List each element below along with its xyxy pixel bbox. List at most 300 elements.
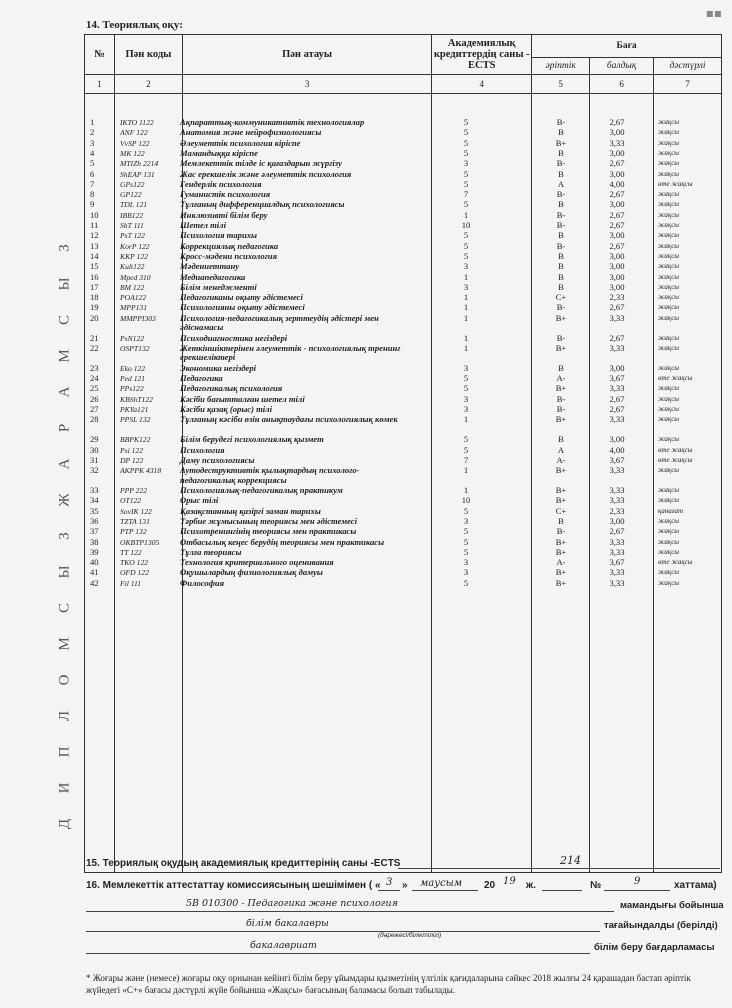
course-name: Шетел тілі bbox=[180, 220, 226, 230]
row-number: 9 bbox=[90, 199, 95, 210]
course-code: ShT 111 bbox=[120, 221, 144, 230]
sidebar-vertical-text bbox=[52, 215, 78, 835]
row-number: 25 bbox=[90, 383, 99, 394]
sidebar-letter: С bbox=[56, 602, 73, 614]
grade-letter: B bbox=[558, 434, 564, 445]
grade-traditional: жақсы bbox=[658, 262, 680, 271]
course-name: Тәрбие жұмысының теориясы мен әдістемесі bbox=[180, 515, 358, 526]
grade-letter: B+ bbox=[555, 495, 567, 506]
grade-point: 2,67 bbox=[609, 158, 625, 169]
grade-traditional: жақсы bbox=[658, 190, 680, 199]
row-number: 28 bbox=[90, 414, 99, 425]
qualification-value: білім бакалавры bbox=[246, 918, 329, 929]
row-number: 2 bbox=[90, 127, 95, 138]
course-name: Философия bbox=[180, 577, 225, 588]
course-credits: 7 bbox=[463, 454, 469, 465]
course-credits: 1 bbox=[463, 414, 469, 425]
grade-point: 3,00 bbox=[609, 168, 625, 179]
course-name: Медиапедагогика bbox=[180, 271, 246, 282]
grade-point: 2,33 bbox=[609, 292, 625, 303]
grade-point: 2,67 bbox=[609, 189, 625, 200]
row-number: 3 bbox=[90, 137, 95, 148]
row-number: 16 bbox=[90, 271, 99, 282]
grade-point: 3,00 bbox=[609, 434, 625, 445]
course-code: PsT 122 bbox=[120, 231, 145, 241]
course-name: Психологиялық-педагогикалық практикум bbox=[180, 485, 343, 495]
protocol-no-label: № bbox=[590, 880, 602, 891]
col-number: 6 bbox=[590, 75, 654, 94]
course-credits: 5 bbox=[463, 168, 469, 179]
grade-letter: B+ bbox=[555, 137, 567, 148]
sidebar-letter: И bbox=[56, 781, 73, 794]
row-number: 24 bbox=[90, 373, 99, 384]
grade-traditional: өте жақсы bbox=[658, 455, 693, 464]
grade-letter: B- bbox=[556, 332, 566, 343]
course-name: Тұлға теориясы bbox=[180, 546, 242, 557]
course-code: ShEAP 131 bbox=[120, 169, 155, 179]
grade-letter: A- bbox=[556, 373, 566, 384]
row-number: 15 bbox=[90, 261, 99, 272]
level-value: бакалавриат bbox=[250, 940, 317, 951]
course-code: KBShT122 bbox=[120, 394, 153, 404]
course-credits: 5 bbox=[463, 117, 469, 127]
row-number: 22 bbox=[90, 342, 99, 353]
sidebar-letter: А bbox=[56, 457, 73, 470]
header-credits: Академиялық кредиттердің саны - ECTS bbox=[432, 35, 532, 75]
grade-letter: B- bbox=[556, 117, 566, 127]
sidebar-letter: Д bbox=[56, 817, 73, 830]
grade-point: 3,33 bbox=[609, 465, 625, 476]
header-code: Пән коды bbox=[114, 35, 182, 75]
course-code: IKTO 1122 bbox=[120, 118, 154, 127]
course-code: VvSP 122 bbox=[120, 138, 150, 148]
grade-point: 3,33 bbox=[609, 567, 625, 578]
commission-line bbox=[86, 880, 381, 891]
grade-traditional: өте жақсы bbox=[658, 558, 693, 567]
grade-traditional: жақсы bbox=[658, 486, 680, 494]
course-credits: 5 bbox=[463, 178, 469, 189]
grade-letter: A- bbox=[556, 557, 566, 568]
sidebar-letter: М bbox=[56, 348, 73, 363]
course-name: Кәсіби бағытталған шетел тілі bbox=[180, 393, 305, 404]
grade-point: 2,67 bbox=[609, 393, 625, 404]
course-credits: 3 bbox=[463, 261, 469, 272]
row-number: 26 bbox=[90, 393, 99, 404]
grade-letter: A bbox=[557, 444, 565, 455]
year-prefix: 20 bbox=[484, 880, 496, 891]
course-code: TKO 122 bbox=[120, 558, 149, 568]
course-name: Кросс-мәдени психология bbox=[180, 250, 278, 261]
row-number: 11 bbox=[90, 220, 99, 230]
grade-letter: B bbox=[558, 250, 564, 261]
grade-letter: B- bbox=[556, 526, 566, 537]
course-credits: 7 bbox=[463, 189, 469, 200]
course-credits: 5 bbox=[463, 373, 469, 384]
course-code: GP122 bbox=[120, 190, 142, 200]
course-code: PPSL 132 bbox=[120, 415, 151, 425]
course-name: Анатомия және нейрофизиологиясы bbox=[180, 127, 322, 138]
col-number: 4 bbox=[432, 75, 532, 94]
grade-letter: C+ bbox=[555, 292, 567, 303]
grade-letter: B bbox=[558, 230, 564, 241]
course-credits: 5 bbox=[463, 250, 469, 261]
grade-traditional: жақсы bbox=[658, 169, 680, 178]
col-number: 3 bbox=[182, 75, 431, 94]
column-number-row bbox=[85, 75, 722, 94]
row-number: 4 bbox=[90, 147, 95, 158]
grade-letter: B bbox=[558, 261, 564, 272]
course-code: IBB122 bbox=[120, 210, 144, 220]
course-name: Жас ерекшелік және әлеуметтік психология bbox=[180, 168, 352, 179]
row-number: 23 bbox=[90, 362, 99, 373]
course-credits: 3 bbox=[463, 362, 469, 373]
grade-letter: B bbox=[558, 362, 564, 373]
grade-traditional: жақсы bbox=[658, 496, 680, 505]
row-number: 33 bbox=[90, 485, 99, 495]
month-underline bbox=[412, 890, 478, 891]
grade-point: 3,33 bbox=[609, 312, 625, 323]
row-number: 1 bbox=[90, 117, 95, 127]
grade-letter: B+ bbox=[555, 546, 567, 557]
header-name: Пән атауы bbox=[182, 35, 431, 75]
course-credits: 1 bbox=[463, 292, 469, 303]
course-code: POA122 bbox=[120, 293, 147, 303]
grade-traditional: жақсы bbox=[658, 516, 680, 525]
grade-point: 3,00 bbox=[609, 199, 625, 210]
grade-point: 3,33 bbox=[609, 485, 625, 495]
header-point: балдық bbox=[590, 58, 654, 75]
commission-label: 16. Мемлекеттік аттестаттау комиссиясының шешімімен ( « bbox=[86, 880, 381, 891]
course-credits: 1 bbox=[463, 312, 469, 323]
sidebar-letter: А bbox=[56, 385, 73, 398]
grade-letter: C+ bbox=[555, 505, 567, 516]
course-name: Даму психологиясы bbox=[180, 454, 255, 465]
sidebar-letter: М bbox=[56, 636, 73, 651]
course-code: PPs122 bbox=[120, 384, 144, 394]
sidebar-letter: О bbox=[56, 673, 73, 686]
course-code: Fil 111 bbox=[120, 578, 142, 588]
course-code: OSPT132 bbox=[120, 343, 150, 353]
row-number: 12 bbox=[90, 230, 99, 241]
course-credits: 10 bbox=[461, 220, 471, 230]
row-number: 27 bbox=[90, 404, 99, 414]
grade-traditional: жақсы bbox=[658, 333, 680, 342]
grade-letter: B- bbox=[556, 240, 566, 251]
course-code: DP 122 bbox=[120, 455, 144, 465]
grade-traditional: жақсы bbox=[658, 343, 680, 352]
course-code: OFD 122 bbox=[120, 568, 149, 578]
course-code: MMPPI303 bbox=[120, 313, 156, 323]
grade-letter: A- bbox=[556, 454, 566, 465]
course-code: AKPPK 4318 bbox=[120, 466, 162, 476]
course-credits: 5 bbox=[463, 526, 469, 537]
grade-letter: B- bbox=[556, 302, 566, 313]
grade-traditional: жақсы bbox=[658, 415, 680, 424]
course-code: PsN122 bbox=[120, 333, 145, 343]
grade-point: 3,33 bbox=[609, 577, 625, 588]
course-name: Коррекциялық педагогика bbox=[180, 240, 279, 251]
grade-letter: B- bbox=[556, 404, 566, 414]
course-name: Психотренингінің теориясы мен практикасы bbox=[180, 526, 357, 537]
course-name: Инклюзивті білім беру bbox=[180, 209, 268, 220]
course-code: SovIK 122 bbox=[120, 506, 152, 516]
corner-mark: ▪▪ bbox=[705, 6, 722, 20]
grade-point: 2,67 bbox=[609, 117, 625, 127]
grade-letter: A bbox=[557, 178, 565, 189]
grade-traditional: жақсы bbox=[658, 148, 680, 157]
course-code: KorP 122 bbox=[120, 241, 150, 251]
course-code: PPP 222 bbox=[120, 486, 148, 495]
grade-point: 3,00 bbox=[609, 515, 625, 526]
sidebar-letter: З bbox=[56, 531, 73, 540]
grade-traditional: жақсы bbox=[658, 537, 680, 546]
course-name: Аутодеструктивтік қылықтардың психолого-педагогикалық коррекциясы bbox=[180, 465, 360, 485]
course-name: Гуманистік психология bbox=[180, 189, 271, 200]
grade-traditional: жақсы bbox=[658, 138, 680, 147]
sidebar-letter: П bbox=[56, 745, 73, 758]
year-gap-underline bbox=[542, 890, 582, 891]
grade-point: 3,33 bbox=[609, 383, 625, 394]
grade-traditional: өте жақсы bbox=[658, 445, 693, 454]
course-credits: 3 bbox=[463, 404, 469, 414]
course-name: Білім берудегі психологиялық қызмет bbox=[180, 434, 324, 445]
course-credits: 5 bbox=[463, 546, 469, 557]
grade-point: 3,67 bbox=[609, 557, 625, 568]
course-credits: 10 bbox=[461, 495, 471, 506]
grade-point: 3,00 bbox=[609, 250, 625, 261]
sidebar-letter: Ы bbox=[56, 564, 73, 579]
grade-letter: B- bbox=[556, 189, 566, 200]
grade-traditional: жақсы bbox=[658, 568, 680, 577]
grade-traditional: жақсы bbox=[658, 200, 680, 209]
course-code: PTP 132 bbox=[120, 527, 147, 537]
course-code: MTIZh 2214 bbox=[120, 159, 159, 169]
level-underline bbox=[86, 953, 590, 954]
total-credits-label: 15. Теориялық оқудың академиялық кредиттерінің саны -ECTS bbox=[86, 858, 401, 869]
grade-point: 3,33 bbox=[609, 342, 625, 353]
grade-letter: B+ bbox=[555, 342, 567, 353]
grade-point: 3,00 bbox=[609, 271, 625, 282]
row-number: 35 bbox=[90, 505, 99, 516]
course-name: Экономика негіздері bbox=[180, 362, 257, 373]
grade-traditional: жақсы bbox=[658, 251, 680, 260]
grade-letter: B- bbox=[556, 209, 566, 220]
row-number: 29 bbox=[90, 434, 99, 445]
grade-traditional: жақсы bbox=[658, 384, 680, 393]
grade-letter: B bbox=[558, 199, 564, 210]
sidebar-letter: Р bbox=[56, 422, 73, 433]
row-number: 30 bbox=[90, 444, 99, 455]
day-value: 3 bbox=[386, 877, 393, 888]
course-name: Технология критериального оценивания bbox=[180, 557, 334, 568]
row-number: 20 bbox=[90, 312, 99, 323]
sidebar-letter: Ы bbox=[56, 276, 73, 291]
grade-letter: B bbox=[558, 271, 564, 282]
row-number: 31 bbox=[90, 454, 99, 465]
course-credits: 5 bbox=[463, 536, 469, 547]
grade-traditional: жақсы bbox=[658, 363, 680, 372]
grade-letter: B bbox=[558, 147, 564, 158]
grade-traditional: жақсы bbox=[658, 159, 680, 168]
course-code: PKYa121 bbox=[120, 405, 149, 414]
grade-point: 2,67 bbox=[609, 526, 625, 537]
course-credits: 5 bbox=[463, 240, 469, 251]
grade-point: 3,33 bbox=[609, 414, 625, 425]
course-credits: 1 bbox=[463, 332, 469, 343]
grade-letter: B+ bbox=[555, 485, 567, 495]
grade-letter: B+ bbox=[555, 536, 567, 547]
grade-traditional: қанағат bbox=[658, 506, 684, 515]
course-credits: 5 bbox=[463, 505, 469, 516]
course-code: OT122 bbox=[120, 496, 142, 506]
grade-point: 2,33 bbox=[609, 505, 625, 516]
course-credits: 5 bbox=[463, 577, 469, 588]
col-number: 1 bbox=[85, 75, 115, 94]
course-credits: 3 bbox=[463, 393, 469, 404]
grade-letter: B- bbox=[556, 158, 566, 169]
course-name: Педагогика bbox=[180, 373, 223, 384]
course-name: Мемлекеттік тілде іс қағаздарын жүргізу bbox=[180, 158, 342, 169]
course-code: TZTA 131 bbox=[120, 516, 150, 526]
total-credits-value: 214 bbox=[560, 854, 581, 867]
grade-traditional: жақсы bbox=[658, 210, 680, 219]
protocol-no: 9 bbox=[634, 876, 641, 887]
protocol-word: хаттама) bbox=[674, 880, 717, 891]
course-name: Кәсіби қазақ (орыс) тілі bbox=[180, 404, 272, 414]
grade-point: 3,00 bbox=[609, 147, 625, 158]
row-number: 34 bbox=[90, 495, 99, 506]
course-name: Жеткіншіктерінен әлеуметтік - психологиялық тренинг ерекшеліктері bbox=[180, 342, 401, 363]
col-number: 2 bbox=[114, 75, 182, 94]
header-traditional: дәстүрлі bbox=[654, 58, 722, 75]
grade-point: 3,67 bbox=[609, 454, 625, 465]
row-number: 6 bbox=[90, 168, 95, 179]
total-credits-underline bbox=[398, 868, 720, 869]
course-credits: 5 bbox=[463, 137, 469, 148]
course-credits: 1 bbox=[463, 271, 469, 282]
grade-point: 3,33 bbox=[609, 546, 625, 557]
course-credits: 5 bbox=[463, 199, 469, 210]
close-quote: » bbox=[402, 880, 408, 891]
grade-point: 3,67 bbox=[609, 373, 625, 384]
course-credits: 5 bbox=[463, 230, 469, 241]
row-number: 10 bbox=[90, 209, 99, 220]
month-value: маусым bbox=[420, 878, 463, 889]
sidebar-letter: С bbox=[56, 314, 73, 326]
grade-point: 2,67 bbox=[609, 220, 625, 230]
grade-traditional: жақсы bbox=[658, 547, 680, 556]
row-number: 40 bbox=[90, 557, 99, 568]
row-number: 13 bbox=[90, 240, 99, 251]
grade-traditional: жақсы bbox=[658, 405, 680, 413]
specialty-suffix: мамандығы бойынша bbox=[620, 900, 724, 911]
specialty-underline bbox=[86, 911, 614, 912]
grade-traditional: жақсы bbox=[658, 394, 680, 403]
sidebar-letter: Л bbox=[56, 709, 73, 722]
course-name: Тұлғаның дифференциалдық психологиясы bbox=[180, 199, 345, 210]
row-number: 7 bbox=[90, 178, 95, 189]
header-letter: әріптік bbox=[532, 58, 590, 75]
grade-traditional: жақсы bbox=[658, 241, 680, 250]
course-name: Мәдениеттану bbox=[180, 261, 240, 272]
course-code: MK 122 bbox=[120, 148, 145, 158]
level-suffix: білім беру бағдарламасы bbox=[594, 942, 715, 953]
grade-letter: B+ bbox=[555, 577, 567, 588]
course-name: Педагогиканы оқыту әдістемесі bbox=[180, 292, 303, 303]
course-code: Ped 121 bbox=[120, 374, 146, 384]
course-credits: 5 bbox=[463, 127, 469, 138]
grade-point: 3,00 bbox=[609, 281, 625, 292]
row-number: 19 bbox=[90, 302, 99, 313]
course-name: Психология bbox=[180, 444, 225, 455]
grade-traditional: жақсы bbox=[658, 231, 680, 240]
grade-letter: B- bbox=[556, 393, 566, 404]
course-name: Отбасылық кеңес берудің теориясы мен практикасы bbox=[180, 536, 385, 547]
grade-point: 2,67 bbox=[609, 302, 625, 313]
row-number: 32 bbox=[90, 465, 99, 476]
row-number: 21 bbox=[90, 332, 99, 343]
course-code: Mped 310 bbox=[120, 272, 151, 282]
grade-traditional: жақсы bbox=[658, 527, 680, 536]
grade-point: 3,33 bbox=[609, 495, 625, 506]
course-credits: 3 bbox=[463, 567, 469, 578]
footnote: * Жоғары және (немесе) жоғары оқу орнынан кейінгі білім беру ұйымдары қызметінің үлгілік қағидаларына сәйкес 2018 жылғы 24 қарашадан бастап әріптік жүйедегі «С+» бағасы дәстүрлі жүйе бойынша «Жақсы» бағасының баламасы болып табылады. bbox=[86, 973, 691, 995]
course-code: TDL 121 bbox=[120, 200, 148, 210]
grade-traditional: жақсы bbox=[658, 435, 680, 444]
row-number: 14 bbox=[90, 250, 99, 261]
course-code: BM 122 bbox=[120, 282, 145, 292]
row-number: 36 bbox=[90, 515, 99, 526]
row-number: 18 bbox=[90, 292, 99, 303]
grade-traditional: жақсы bbox=[658, 578, 680, 587]
row-number: 39 bbox=[90, 546, 99, 557]
course-name: Тұлғаның кәсіби өзін анықтаудағы психологиялық көмек bbox=[180, 414, 398, 425]
course-credits: 3 bbox=[463, 281, 469, 292]
row-number: 41 bbox=[90, 567, 99, 578]
grade-letter: B+ bbox=[555, 312, 567, 323]
grade-point: 2,67 bbox=[609, 240, 625, 251]
grade-point: 3,00 bbox=[609, 261, 625, 272]
qualification-suffix: тағайындалды (берілді) bbox=[604, 920, 718, 931]
grade-letter: B- bbox=[556, 220, 566, 230]
course-credits: 3 bbox=[463, 557, 469, 568]
course-name: Психологияны оқыту әдістемесі bbox=[180, 302, 305, 313]
grade-letter: B+ bbox=[555, 567, 567, 578]
course-code: ANF 122 bbox=[120, 128, 148, 138]
grade-letter: B bbox=[558, 127, 564, 138]
course-credits: 1 bbox=[463, 342, 469, 353]
grade-letter: B+ bbox=[555, 465, 567, 476]
course-code: MPP131 bbox=[120, 303, 147, 313]
degree-hint: (дәрежесі/біліктілігі) bbox=[378, 932, 442, 939]
course-code: Psi 122 bbox=[120, 445, 143, 455]
course-credits: 5 bbox=[463, 383, 469, 394]
grade-letter: B bbox=[558, 515, 564, 526]
row-number: 17 bbox=[90, 281, 99, 292]
grade-traditional: жақсы bbox=[658, 118, 680, 126]
course-code: TT 122 bbox=[120, 547, 142, 557]
row-number: 8 bbox=[90, 189, 95, 200]
grade-point: 2,67 bbox=[609, 209, 625, 220]
course-credits: 3 bbox=[463, 515, 469, 526]
grade-traditional: жақсы bbox=[658, 466, 680, 475]
course-name: Әлеуметтік психология кіріспе bbox=[180, 137, 301, 148]
grade-traditional: жақсы bbox=[658, 282, 680, 291]
grade-point: 3,33 bbox=[609, 536, 625, 547]
course-name: Психология-педагогикалық зерттеудің әдістері мен әдіснамасы bbox=[180, 312, 379, 333]
course-credits: 1 bbox=[463, 302, 469, 313]
protocol-no-underline bbox=[604, 890, 670, 891]
